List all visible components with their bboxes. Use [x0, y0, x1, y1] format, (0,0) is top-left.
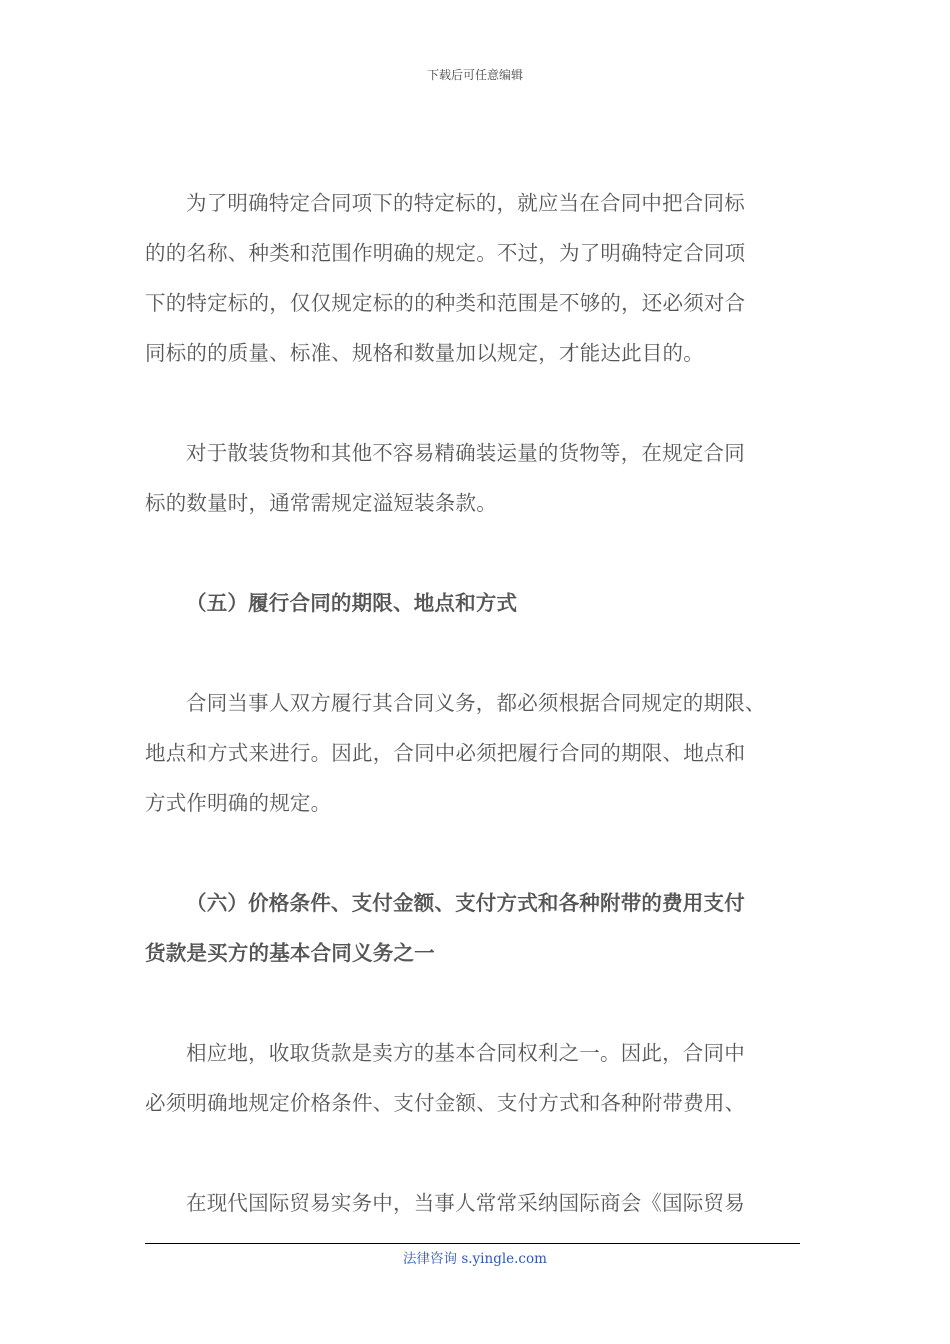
paragraph — [145, 1028, 810, 1128]
paragraph-line: 的的名称、种类和范围作明确的规定。不过，为了明确特定合同项 — [145, 241, 746, 265]
paragraph-gap — [145, 628, 810, 678]
paragraph-line: 标的数量时，通常需规定溢短装条款。 — [145, 491, 497, 515]
heading-line: （五）履行合同的期限、地点和方式 — [186, 591, 518, 615]
paragraph-gap — [145, 828, 810, 878]
paragraph-line: 必须明确地规定价格条件、支付金额、支付方式和各种附带费用、 — [145, 1091, 746, 1115]
paragraph — [145, 678, 810, 828]
heading-line: （六）价格条件、支付金额、支付方式和各种附带的费用支付 — [186, 891, 745, 915]
paragraph-line: 同标的的质量、标准、规格和数量加以规定，才能达此目的。 — [145, 341, 704, 365]
paragraph-gap — [145, 378, 810, 428]
paragraph-gap — [145, 1128, 810, 1178]
paragraph — [145, 1178, 810, 1228]
section-heading — [145, 578, 810, 628]
paragraph-line: 对于散装货物和其他不容易精确装运量的货物等，在规定合同 — [186, 441, 745, 465]
paragraph-gap — [145, 978, 810, 1028]
paragraph-line: 相应地，收取货款是卖方的基本合同权利之一。因此，合同中 — [186, 1041, 745, 1065]
paragraph-line: 地点和方式来进行。因此，合同中必须把履行合同的期限、地点和 — [145, 741, 746, 765]
document-body — [145, 178, 810, 1228]
page-header: 下载后可任意编辑 — [426, 68, 523, 82]
paragraph-line: 方式作明确的规定。 — [145, 791, 332, 815]
paragraph-line: 为了明确特定合同项下的特定标的，就应当在合同中把合同标 — [186, 191, 745, 215]
section-heading — [145, 878, 810, 978]
footer-divider — [145, 1243, 800, 1244]
heading-line: 货款是买方的基本合同义务之一 — [145, 941, 435, 965]
paragraph-line: 下的特定标的，仅仅规定标的的种类和范围是不够的，还必须对合 — [145, 291, 746, 315]
footer-link[interactable]: 法律咨询 s.yingle.com — [403, 1251, 547, 1267]
paragraph — [145, 428, 810, 528]
paragraph-line: 在现代国际贸易实务中，当事人常常采纳国际商会《国际贸易 — [186, 1191, 745, 1215]
paragraph-gap — [145, 528, 810, 578]
paragraph — [145, 178, 810, 378]
paragraph-line: 合同当事人双方履行其合同义务，都必须根据合同规定的期限、 — [186, 691, 766, 715]
